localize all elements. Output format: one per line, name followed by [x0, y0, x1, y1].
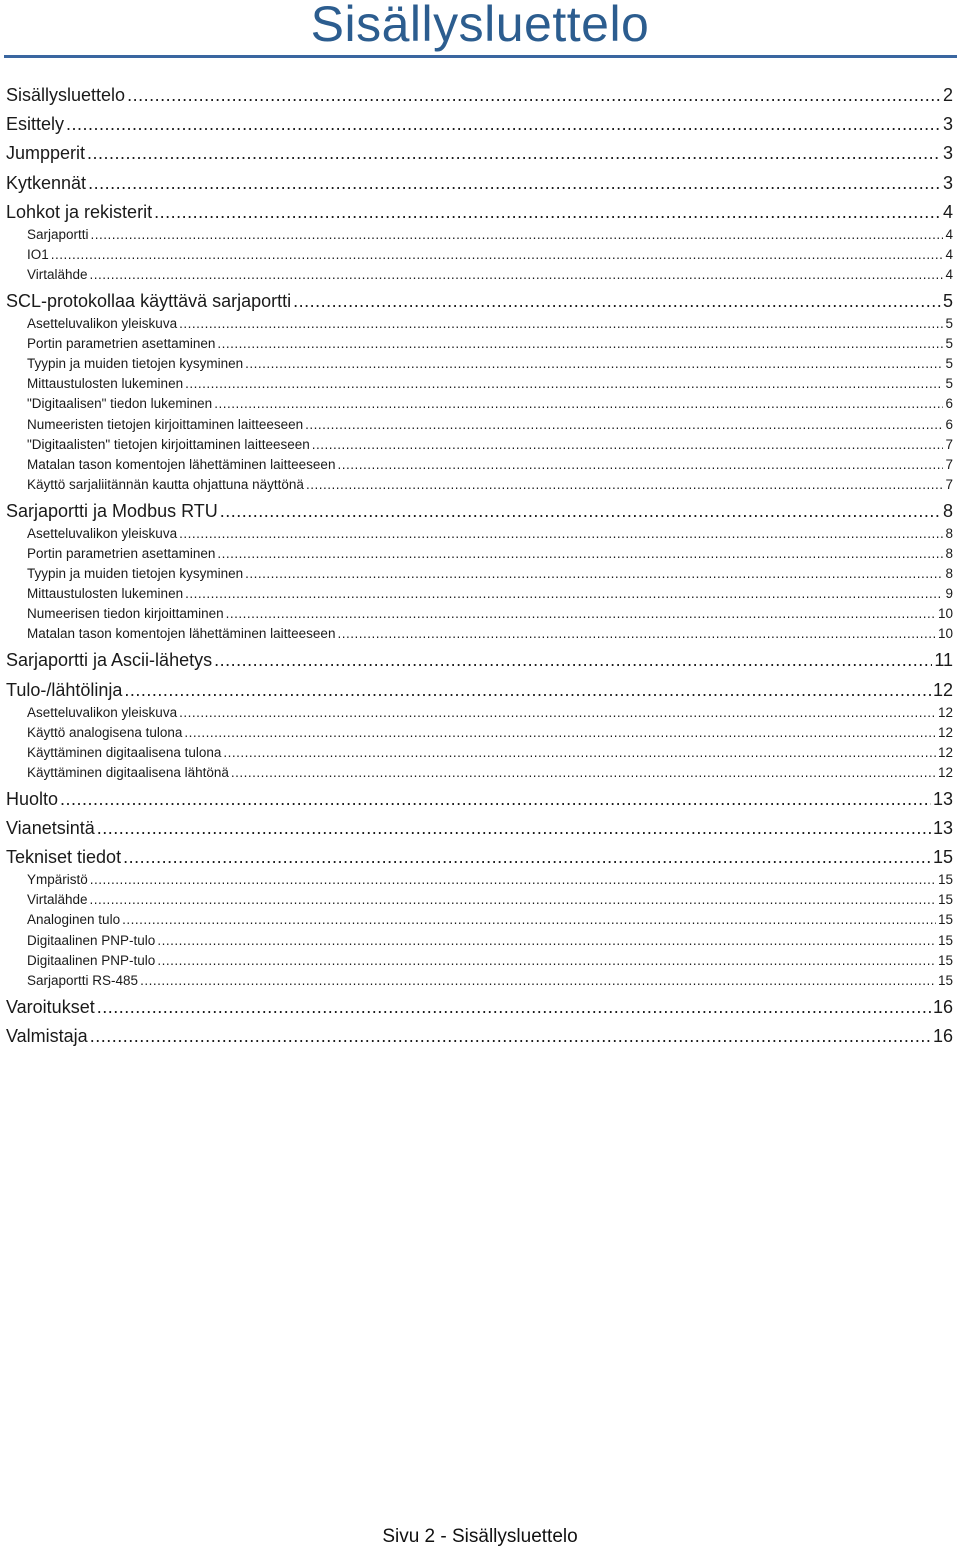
toc-entry-title: "Digitaalisten" tietojen kirjoittaminen laitteeseen [27, 437, 310, 452]
toc-entry-title: Matalan tason komentojen lähettäminen laitteeseen [27, 457, 336, 472]
toc-entry-page-number: 15 [937, 892, 953, 907]
toc-entry-page-number: 15 [932, 847, 953, 867]
toc-entry-page-number: 12 [937, 765, 953, 780]
toc-entry[interactable] [6, 290, 953, 312]
toc-entry-title: Jumpperit [6, 143, 86, 163]
toc-entry-title: Sarjaportti RS-485 [27, 973, 139, 988]
dot-leader [293, 290, 941, 312]
dot-leader [157, 952, 936, 969]
toc-entry[interactable] [6, 1025, 953, 1047]
toc-entry-page-number: 6 [945, 396, 953, 411]
dot-leader [66, 113, 941, 135]
toc-entry-page-number: 8 [945, 566, 953, 581]
dot-leader [90, 891, 936, 908]
toc-entry-page-number: 6 [945, 417, 953, 432]
toc-entry-page-number: 3 [942, 114, 953, 134]
toc-entry[interactable] [27, 436, 953, 453]
toc-entry-title: Sarjaportti ja Modbus RTU [6, 501, 218, 521]
toc-entry[interactable] [6, 201, 953, 223]
toc-entry[interactable] [6, 500, 953, 522]
dot-leader [245, 355, 943, 372]
toc-entry[interactable] [27, 871, 953, 888]
toc-entry-title: Käyttö analogisena tulona [27, 725, 183, 740]
toc-entry-title: Numeerisen tiedon kirjoittaminen [27, 606, 224, 621]
toc-entry-title: Mittaustulosten lukeminen [27, 376, 184, 391]
toc-entry[interactable] [6, 113, 953, 135]
toc-entry-title: Käyttäminen digitaalisena tulona [27, 745, 222, 760]
toc-entry-title: Valmistaja [6, 1026, 88, 1046]
toc-entry-title: Mittaustulosten lukeminen [27, 586, 184, 601]
toc-entry-page-number: 13 [932, 789, 953, 809]
dot-leader [154, 201, 941, 223]
toc-entry-title: Asetteluvalikon yleiskuva [27, 705, 178, 720]
toc-entry[interactable] [27, 932, 953, 949]
toc-entry-page-number: 15 [937, 973, 953, 988]
dot-leader [90, 266, 944, 283]
toc-entry[interactable] [27, 565, 953, 582]
dot-leader [123, 846, 931, 868]
toc-entry[interactable] [27, 456, 953, 473]
dot-leader [124, 679, 931, 701]
toc-entry-title: Ympäristö [27, 872, 88, 887]
dot-leader [214, 395, 943, 412]
toc-entry[interactable] [6, 649, 953, 671]
toc-entry-page-number: 15 [937, 872, 953, 887]
dot-leader [51, 246, 944, 263]
toc-entry[interactable] [27, 952, 953, 969]
toc-entry-page-number: 2 [942, 85, 953, 105]
dot-leader [179, 315, 943, 332]
toc-entry[interactable] [27, 525, 953, 542]
toc-entry-title: Huolto [6, 789, 59, 809]
toc-entry-title: Vianetsintä [6, 818, 95, 838]
toc-entry-title: Asetteluvalikon yleiskuva [27, 526, 178, 541]
dot-leader [97, 817, 931, 839]
dot-leader [184, 724, 936, 741]
toc-entry-title: Lohkot ja rekisterit [6, 202, 153, 222]
toc-entry[interactable] [27, 605, 953, 622]
toc-entry-page-number: 10 [937, 626, 953, 641]
toc-entry-page-number: 11 [934, 650, 953, 670]
toc-entry-title: "Digitaalisen" tiedon lukeminen [27, 396, 213, 411]
toc-entry-title: Portin parametrien asettaminen [27, 336, 216, 351]
toc-entry-page-number: 10 [937, 606, 953, 621]
toc-entry-page-number: 13 [932, 818, 953, 838]
dot-leader [226, 605, 936, 622]
toc-entry-title: Sisällysluettelo [6, 85, 126, 105]
toc-entry[interactable] [6, 84, 953, 106]
toc-entry-title: Tekniset tiedot [6, 847, 122, 867]
toc-entry-title: Analoginen tulo [27, 912, 121, 927]
toc-entry-page-number: 12 [932, 680, 953, 700]
toc-entry-title: Käyttö sarjaliitännän kautta ohjattuna näyttönä [27, 477, 304, 492]
toc-entry[interactable] [27, 764, 953, 781]
page-title: Sisällysluettelo [310, 0, 650, 52]
toc-entry-title: Sarjaportti ja Ascii-lähetys [6, 650, 213, 670]
toc-entry-title: Kytkennät [6, 173, 87, 193]
dot-leader [88, 172, 941, 194]
toc-entry-title: Portin parametrien asettaminen [27, 546, 216, 561]
toc-entry-title: IO1 [27, 247, 49, 262]
dot-leader [231, 764, 936, 781]
dot-leader [337, 456, 943, 473]
dot-leader [60, 788, 931, 810]
title-underline [4, 55, 957, 58]
toc-entry[interactable] [6, 996, 953, 1018]
toc-entry-page-number: 7 [945, 437, 953, 452]
toc-entry-title: Matalan tason komentojen lähettäminen laitteeseen [27, 626, 336, 641]
dot-leader [305, 416, 943, 433]
toc-entry[interactable] [27, 724, 953, 741]
toc-entry[interactable] [27, 335, 953, 352]
toc-entry-page-number: 12 [937, 725, 953, 740]
toc-entry-page-number: 15 [937, 933, 953, 948]
toc-entry-title: Tyypin ja muiden tietojen kysyminen [27, 566, 244, 581]
dot-leader [122, 911, 936, 928]
toc-entry-title: Tyypin ja muiden tietojen kysyminen [27, 356, 244, 371]
dot-leader [90, 1025, 931, 1047]
toc-entry[interactable] [6, 817, 953, 839]
toc-entry[interactable] [27, 315, 953, 332]
dot-leader [312, 436, 944, 453]
toc-entry-page-number: 12 [937, 745, 953, 760]
toc-entry-page-number: 5 [945, 336, 953, 351]
toc-entry-page-number: 7 [945, 457, 953, 472]
toc-entry-title: Sarjaportti [27, 227, 89, 242]
toc-entry-page-number: 4 [945, 227, 953, 242]
toc-entry[interactable] [27, 891, 953, 908]
page-footer: Sivu 2 - Sisällysluettelo [382, 1526, 578, 1547]
dot-leader [245, 565, 943, 582]
toc-entry[interactable] [6, 679, 953, 701]
dot-leader [185, 375, 943, 392]
dot-leader [185, 585, 943, 602]
toc-entry-page-number: 5 [945, 376, 953, 391]
toc-entry-title: Asetteluvalikon yleiskuva [27, 316, 178, 331]
toc-entry[interactable] [27, 416, 953, 433]
toc-entry-page-number: 4 [945, 267, 953, 282]
toc-entry-page-number: 7 [945, 477, 953, 492]
toc-entry-page-number: 3 [942, 143, 953, 163]
toc-entry-page-number: 16 [932, 1026, 953, 1046]
toc-entry-page-number: 5 [945, 316, 953, 331]
toc-entry[interactable] [6, 846, 953, 868]
toc-entry-title: Esittely [6, 114, 65, 134]
toc-entry-page-number: 5 [942, 291, 953, 311]
toc-entry[interactable] [27, 355, 953, 372]
toc-entry-title: Numeeristen tietojen kirjoittaminen laitteeseen [27, 417, 304, 432]
toc-entry-page-number: 8 [945, 526, 953, 541]
toc-entry-title: Tulo-/lähtölinja [6, 680, 123, 700]
toc-entry[interactable] [27, 395, 953, 412]
toc-entry-page-number: 5 [945, 356, 953, 371]
dot-leader [179, 704, 936, 721]
dot-leader [127, 84, 941, 106]
toc-entry-title: Virtalähde [27, 267, 88, 282]
toc-entry[interactable] [6, 172, 953, 194]
toc-entry-page-number: 4 [942, 202, 953, 222]
toc-entry[interactable] [27, 266, 953, 283]
toc-entry[interactable] [27, 545, 953, 562]
dot-leader [91, 226, 944, 243]
toc-entry[interactable] [27, 744, 953, 761]
toc-entry[interactable] [27, 226, 953, 243]
dot-leader [306, 476, 944, 493]
dot-leader [223, 744, 936, 761]
toc-entry-title: Virtalähde [27, 892, 88, 907]
dot-leader [217, 335, 943, 352]
toc-entry[interactable] [27, 704, 953, 721]
dot-leader [90, 871, 936, 888]
toc-entry[interactable] [6, 788, 953, 810]
dot-leader [337, 625, 936, 642]
toc-entry-page-number: 16 [932, 997, 953, 1017]
dot-leader [157, 932, 936, 949]
toc-entry-page-number: 8 [945, 546, 953, 561]
toc-entry[interactable] [27, 246, 953, 263]
toc-entry-page-number: 12 [937, 705, 953, 720]
toc-entry-page-number: 4 [945, 247, 953, 262]
toc-entry[interactable] [27, 911, 953, 928]
toc-entry-page-number: 15 [937, 953, 953, 968]
toc-entry[interactable] [27, 972, 953, 989]
toc-entry[interactable] [27, 625, 953, 642]
toc-entry-page-number: 15 [937, 912, 953, 927]
dot-leader [140, 972, 936, 989]
dot-leader [217, 545, 943, 562]
toc-entry-title: Digitaalinen PNP-tulo [27, 933, 156, 948]
toc-entry-page-number: 9 [945, 586, 953, 601]
dot-leader [97, 996, 931, 1018]
dot-leader [214, 649, 932, 671]
toc-entry[interactable] [27, 585, 953, 602]
toc-entry[interactable] [6, 142, 953, 164]
toc-entry-title: Käyttäminen digitaalisena lähtönä [27, 765, 229, 780]
toc-entry-title: Varoitukset [6, 997, 95, 1017]
dot-leader [179, 525, 943, 542]
toc-entry-title: SCL-protokollaa käyttävä sarjaportti [6, 291, 292, 311]
toc-entry-title: Digitaalinen PNP-tulo [27, 953, 156, 968]
toc-entry[interactable] [27, 375, 953, 392]
dot-leader [87, 142, 941, 164]
toc-entry[interactable] [27, 476, 953, 493]
toc-entry-page-number: 8 [942, 501, 953, 521]
toc-entry-page-number: 3 [942, 173, 953, 193]
dot-leader [220, 500, 941, 522]
